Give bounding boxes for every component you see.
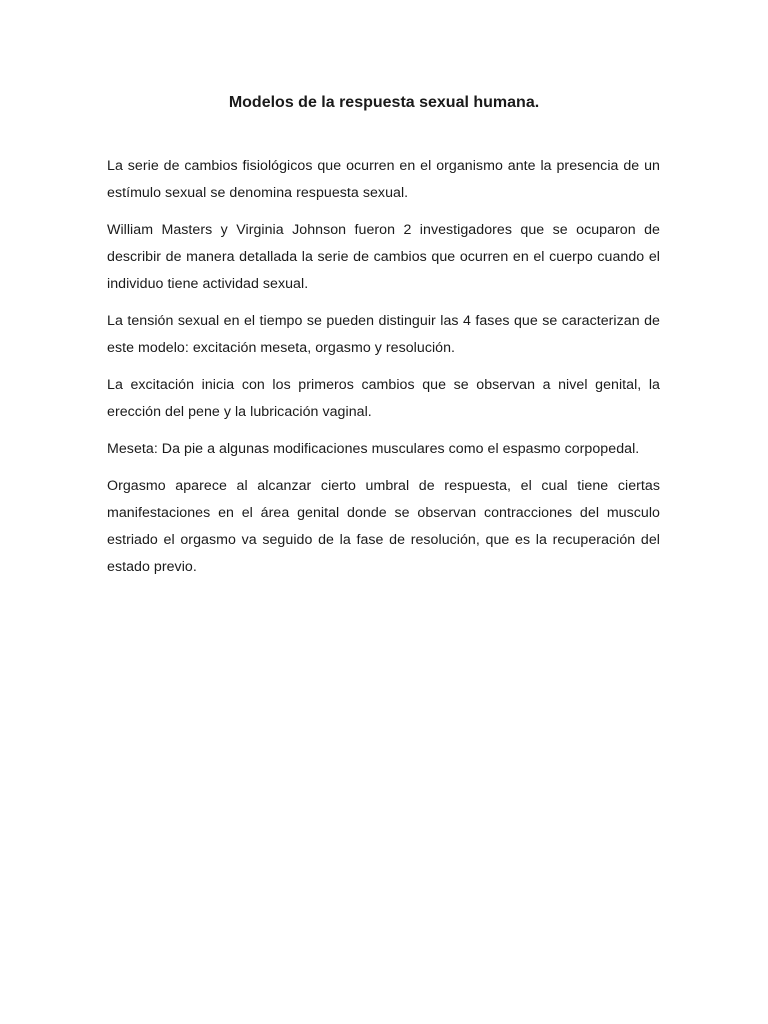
document-title: Modelos de la respuesta sexual humana. (228, 94, 540, 111)
paragraph-excitacion: La excitación inicia con los primeros cambios que se observan a nivel genital, la erección del pene y la lubricación vaginal. (107, 377, 660, 420)
document-body (107, 153, 660, 591)
paragraph-meseta: Meseta: Da pie a algunas modificaciones musculares como el espasmo corpopedal. (107, 441, 640, 457)
paragraph-orgasmo: Orgasmo aparece al alcanzar cierto umbral de respuesta, el cual tiene ciertas manifestaciones en el área genital donde se observan contracciones del musculo estriado el orgasmo va seguido de la fase de resolución, que es la recuperación del estado previo. (107, 478, 660, 575)
paragraph-respuesta-sexual: La serie de cambios fisiológicos que ocurren en el organismo ante la presencia de un estímulo sexual se denomina respuesta sexual. (107, 158, 660, 201)
paragraph-fases: La tensión sexual en el tiempo se pueden distinguir las 4 fases que se caracterizan de este modelo: excitación meseta, orgasmo y resolución. (107, 313, 660, 356)
paragraph-masters-johnson: William Masters y Virginia Johnson fueron 2 investigadores que se ocuparon de describir de manera detallada la serie de cambios que ocurren en el cuerpo cuando el individuo tiene actividad sexual. (107, 222, 660, 292)
